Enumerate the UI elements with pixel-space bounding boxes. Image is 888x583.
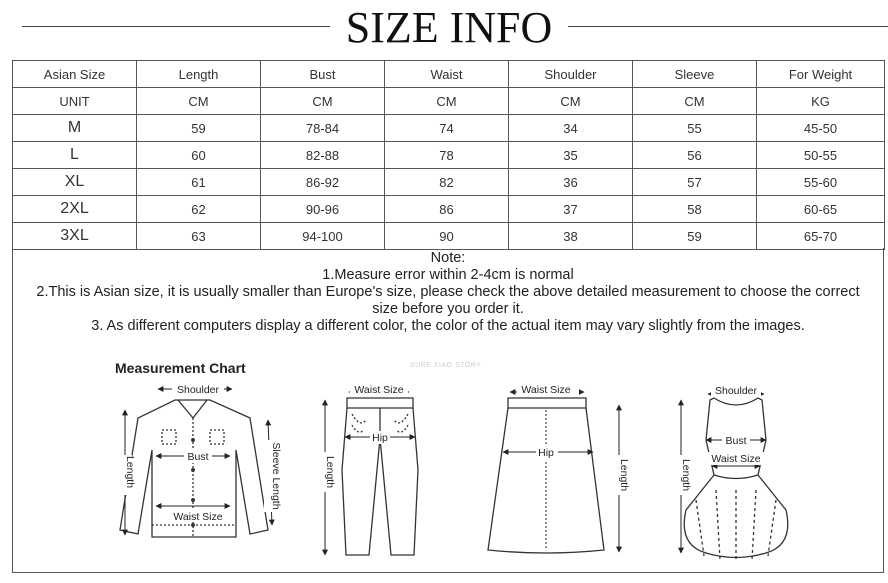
header-cell: Waist bbox=[385, 61, 509, 88]
note-line: 3. As different computers display a different color, the color of the actual item may vary slightly from the images. bbox=[91, 318, 805, 334]
shirt-waist-label: Waist Size bbox=[173, 511, 223, 523]
table-cell: 59 bbox=[633, 223, 757, 250]
table-cell: 62 bbox=[137, 196, 261, 223]
table-cell: 65-70 bbox=[757, 223, 885, 250]
dress-shoulder-label: Shoulder bbox=[714, 385, 758, 397]
table-cell: 36 bbox=[509, 169, 633, 196]
table-cell: 94-100 bbox=[261, 223, 385, 250]
header-cell: Sleeve bbox=[633, 61, 757, 88]
table-cell: 37 bbox=[509, 196, 633, 223]
measurement-chart-title: Measurement Chart bbox=[115, 360, 246, 376]
skirt-hip-label: Hip bbox=[538, 447, 554, 459]
table-cell: 74 bbox=[385, 115, 509, 142]
size-cell: 2XL bbox=[13, 196, 137, 223]
note-line: size before you order it. bbox=[372, 301, 524, 317]
unit-cell: CM bbox=[385, 88, 509, 115]
pants-measure-lines bbox=[325, 392, 415, 555]
note-heading: Note: bbox=[430, 250, 466, 266]
unit-cell: KG bbox=[757, 88, 885, 115]
dress-measure-lines bbox=[681, 394, 766, 553]
header-cell: For Weight bbox=[757, 61, 885, 88]
table-cell: 45-50 bbox=[757, 115, 885, 142]
dress-waist-label: Waist Size bbox=[711, 453, 761, 465]
unit-cell: CM bbox=[261, 88, 385, 115]
table-cell: 78 bbox=[385, 142, 509, 169]
size-cell: M bbox=[13, 115, 137, 142]
watermark: SURE XIAO STORY bbox=[410, 362, 482, 369]
table-cell: 50-55 bbox=[757, 142, 885, 169]
table-cell: 61 bbox=[137, 169, 261, 196]
shirt-sleeve-label: Sleeve Length bbox=[270, 442, 282, 510]
table-cell: 86 bbox=[385, 196, 509, 223]
table-cell: 55 bbox=[633, 115, 757, 142]
table-cell: 82-88 bbox=[261, 142, 385, 169]
header-cell: Shoulder bbox=[509, 61, 633, 88]
note-line: 1.Measure error within 2-4cm is normal bbox=[322, 267, 574, 283]
note-line: 2.This is Asian size, it is usually smaller than Europe's size, please check the above detailed measurement to choose the correct bbox=[36, 284, 860, 300]
shirt-length-label: Length bbox=[124, 455, 136, 489]
dress-illustration bbox=[684, 398, 788, 560]
unit-cell: UNIT bbox=[13, 88, 137, 115]
table-cell: 78-84 bbox=[261, 115, 385, 142]
table-cell: 38 bbox=[509, 223, 633, 250]
pants-hip-label: Hip bbox=[372, 432, 388, 444]
unit-cell: CM bbox=[509, 88, 633, 115]
size-cell: XL bbox=[13, 169, 137, 196]
table-cell: 63 bbox=[137, 223, 261, 250]
pants-length-label: Length bbox=[324, 455, 336, 489]
header-cell: Asian Size bbox=[13, 61, 137, 88]
shirt-shoulder-label: Shoulder bbox=[176, 384, 220, 396]
table-cell: 35 bbox=[509, 142, 633, 169]
header-cell: Bust bbox=[261, 61, 385, 88]
unit-cell: CM bbox=[137, 88, 261, 115]
table-cell: 60-65 bbox=[757, 196, 885, 223]
table-cell: 82 bbox=[385, 169, 509, 196]
skirt-length-label: Length bbox=[618, 458, 630, 492]
table-cell: 90-96 bbox=[261, 196, 385, 223]
page-title: SIZE INFO bbox=[345, 3, 553, 52]
pants-waist-label: Waist Size bbox=[354, 384, 404, 396]
header-cell: Length bbox=[137, 61, 261, 88]
size-cell: L bbox=[13, 142, 137, 169]
pants-illustration bbox=[342, 398, 418, 555]
table-cell: 57 bbox=[633, 169, 757, 196]
table-cell: 90 bbox=[385, 223, 509, 250]
dress-bust-label: Bust bbox=[725, 435, 747, 447]
table-cell: 86-92 bbox=[261, 169, 385, 196]
table-cell: 56 bbox=[633, 142, 757, 169]
table-cell: 59 bbox=[137, 115, 261, 142]
dress-length-label: Length bbox=[680, 458, 692, 492]
table-cell: 55-60 bbox=[757, 169, 885, 196]
unit-cell: CM bbox=[633, 88, 757, 115]
table-cell: 34 bbox=[509, 115, 633, 142]
size-cell: 3XL bbox=[13, 223, 137, 250]
shirt-bust-label: Bust bbox=[187, 451, 209, 463]
table-cell: 58 bbox=[633, 196, 757, 223]
skirt-waist-label: Waist Size bbox=[521, 384, 571, 396]
table-cell: 60 bbox=[137, 142, 261, 169]
